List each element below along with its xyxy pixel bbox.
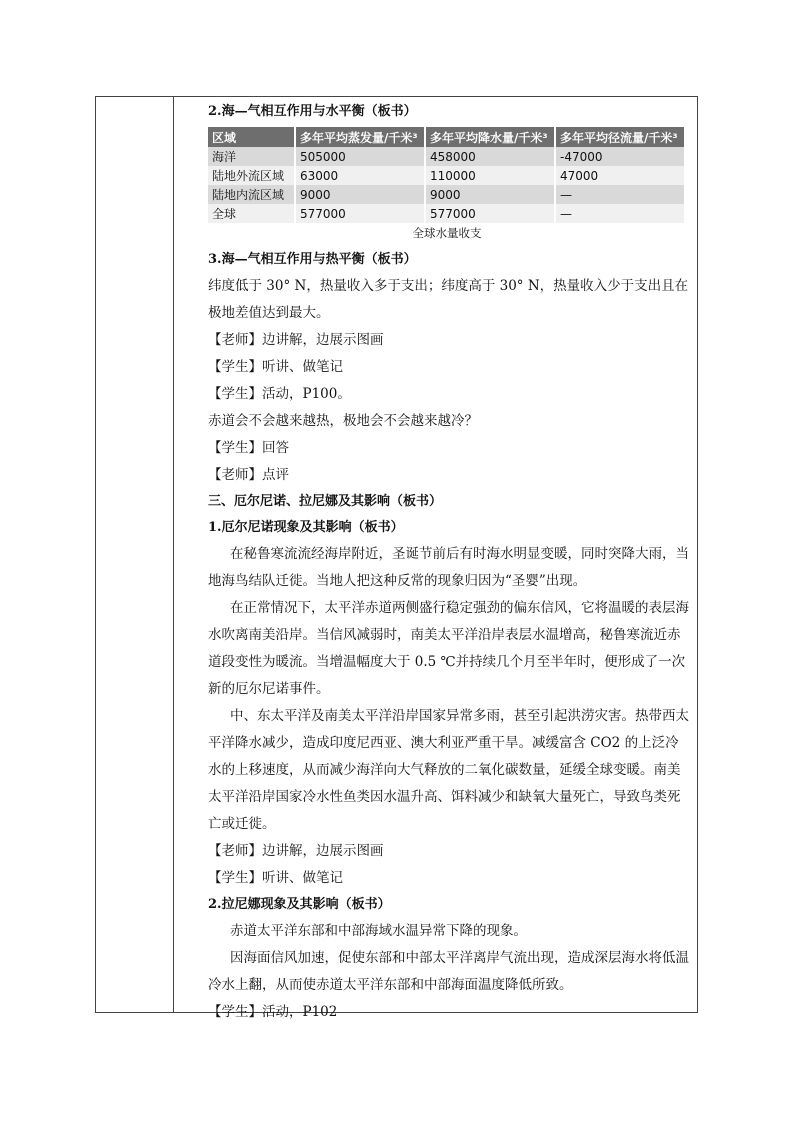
table-row xyxy=(208,147,685,166)
column-divider xyxy=(173,96,174,1013)
table-cell: 63000 xyxy=(295,166,425,185)
student-answer-note: 【学生】回答 xyxy=(208,440,289,456)
la-nina-paragraph-2: 因海面信风加速，促使东部和中部太平洋离岸气流出现，造成深层海水将低温冷水上翻，从而使赤道太平洋东部和中部海面温度降低所致。 xyxy=(208,950,689,993)
table-cell: 海洋 xyxy=(208,147,295,166)
table-cell: 458000 xyxy=(425,147,555,166)
table-cell: 9000 xyxy=(425,185,555,204)
col-header-runoff: 多年平均径流量/千米³ xyxy=(555,127,685,147)
student-note-2: 【学生】听讲、做笔记 xyxy=(208,870,343,886)
teacher-note-2: 【老师】边讲解，边展示图画 xyxy=(208,843,384,859)
table-cell: -47000 xyxy=(555,147,685,166)
la-nina-paragraph-1: 赤道太平洋东部和中部海域水温异常下降的现象。 xyxy=(230,923,527,939)
lesson-content xyxy=(186,96,692,1026)
table-row xyxy=(208,166,685,185)
teacher-comment-note: 【老师】点评 xyxy=(208,467,289,483)
table-cell: 577000 xyxy=(425,204,555,223)
el-nino-paragraph-3: 中、东太平洋及南美太平洋沿岸国家异常多雨，甚至引起洪涝灾害。热带西太平洋降水减少，造成印度尼西亚、澳大利亚严重干旱。减缓富含 CO2 的上泛冷水的上移速度，从而减少海洋向大气释放的二氧化碳数量，延缓全球变暖。南美太平洋沿岸国家冷水性鱼类因水温升高、饵料减少和缺氧大量死亡，导致鸟类死亡或迁徙。 xyxy=(208,708,689,832)
la-nina-title: 2.拉尼娜现象及其影响（板书） xyxy=(208,897,391,912)
table-cell: 110000 xyxy=(425,166,555,185)
col-header-region: 区域 xyxy=(208,127,295,147)
section-2-title: 2.海—气相互作用与水平衡（板书） xyxy=(208,104,417,119)
heat-balance-text-line2: 极地差值达到最大。 xyxy=(208,305,330,321)
section-3-title: 3.海—气相互作用与热平衡（板书） xyxy=(208,252,417,267)
col-header-evaporation: 多年平均蒸发量/千米³ xyxy=(295,127,425,147)
table-row xyxy=(208,185,685,204)
col-header-precipitation: 多年平均降水量/千米³ xyxy=(425,127,555,147)
table-caption: 全球水量收支 xyxy=(412,226,482,240)
el-nino-paragraph-2: 在正常情况下，太平洋赤道两侧盛行稳定强劲的偏东信风，它将温暖的表层海水吹离南美沿岸。当信风减弱时，南美太平洋沿岸表层水温增高，秘鲁寒流近赤道段变性为暖流。当增温幅度大于 0.5 ℃并持续几个月至半年时，便形成了一次新的厄尔尼诺事件。 xyxy=(208,600,689,697)
student-activity-note-2: 【学生】活动，P102 xyxy=(208,1004,338,1020)
table-row xyxy=(208,204,685,223)
part-3-title: 三、厄尔尼诺、拉尼娜及其影响（板书） xyxy=(208,494,443,509)
discussion-question: 赤道会不会越来越热，极地会不会越来越冷？ xyxy=(208,413,478,429)
heat-balance-text-line1: 纬度低于 30° N，热量收入多于支出；纬度高于 30° N，热量收入少于支出且在 xyxy=(208,278,689,294)
table-cell: 全球 xyxy=(208,204,295,223)
el-nino-title: 1.厄尔尼诺现象及其影响（板书） xyxy=(208,520,404,535)
table-cell: 陆地外流区域 xyxy=(208,166,295,185)
table-cell: 9000 xyxy=(295,185,425,204)
table-cell: — xyxy=(555,204,685,223)
el-nino-paragraph-1: 在秘鲁寒流流经海岸附近，圣诞节前后有时海水明显变暖，同时突降大雨，当地海鸟结队迁徙。当地人把这种反常的现象归因为“圣婴”出现。 xyxy=(208,546,689,589)
table-cell: 47000 xyxy=(555,166,685,185)
student-note: 【学生】听讲、做笔记 xyxy=(208,359,343,375)
student-activity-note: 【学生】活动，P100。 xyxy=(208,386,351,402)
table-cell: 陆地内流区域 xyxy=(208,185,295,204)
table-cell: — xyxy=(555,185,685,204)
table-cell: 505000 xyxy=(295,147,425,166)
water-balance-table xyxy=(208,127,686,223)
table-cell: 577000 xyxy=(295,204,425,223)
teacher-note: 【老师】边讲解，边展示图画 xyxy=(208,332,384,348)
